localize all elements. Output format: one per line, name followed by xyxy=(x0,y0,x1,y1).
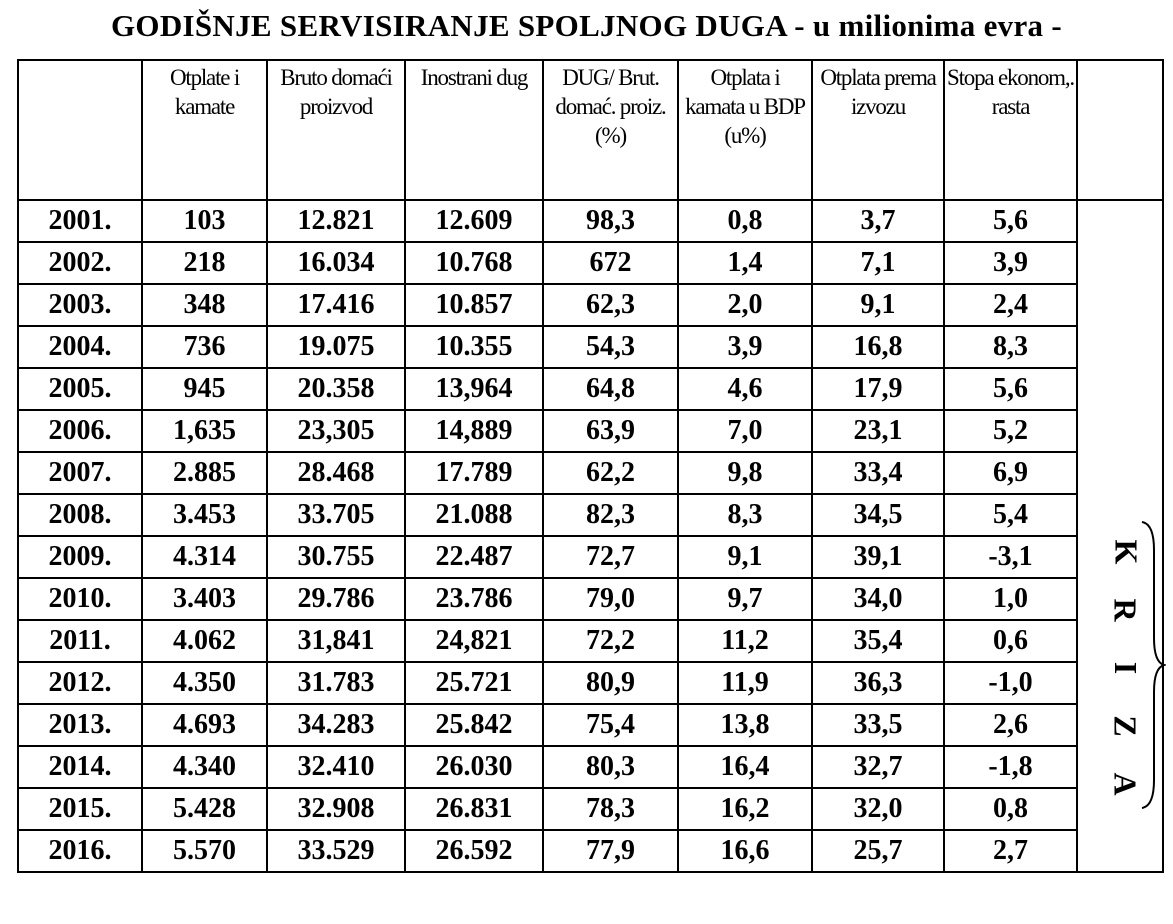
year-cell: 2006. xyxy=(18,410,142,452)
table-row xyxy=(18,830,1163,872)
cell-bdp: 31.783 xyxy=(267,662,405,704)
cell-dug: 12.609 xyxy=(405,200,543,242)
cell-otplata-bdp: 0,8 xyxy=(678,200,812,242)
spacer-cell xyxy=(1077,410,1163,452)
table-row xyxy=(18,368,1163,410)
spacer-cell xyxy=(1077,326,1163,368)
cell-dug: 14,889 xyxy=(405,410,543,452)
cell-otplate: 3.453 xyxy=(142,494,267,536)
cell-bdp: 28.468 xyxy=(267,452,405,494)
header-inostrani-dug: Inostrani dug xyxy=(405,60,543,200)
cell-dug-bdp: 80,9 xyxy=(543,662,678,704)
crisis-letter: Z xyxy=(1108,715,1144,737)
table-row xyxy=(18,494,1163,536)
crisis-label xyxy=(1108,523,1144,813)
cell-bdp: 12.821 xyxy=(267,200,405,242)
table-row xyxy=(18,452,1163,494)
table-row xyxy=(18,284,1163,326)
header-stopa-rasta: Stopa ekonom,. rasta xyxy=(944,60,1077,200)
year-cell: 2015. xyxy=(18,788,142,830)
cell-bdp: 16.034 xyxy=(267,242,405,284)
cell-izvoz: 3,7 xyxy=(812,200,944,242)
cell-dug-bdp: 72,7 xyxy=(543,536,678,578)
cell-bdp: 32.908 xyxy=(267,788,405,830)
year-cell: 2001. xyxy=(18,200,142,242)
cell-bdp: 20.358 xyxy=(267,368,405,410)
table-row xyxy=(18,578,1163,620)
cell-rast: 1,0 xyxy=(944,578,1077,620)
cell-otplate: 2.885 xyxy=(142,452,267,494)
cell-dug: 25.842 xyxy=(405,704,543,746)
cell-dug: 22.487 xyxy=(405,536,543,578)
crisis-brace xyxy=(1140,520,1166,810)
cell-bdp: 34.283 xyxy=(267,704,405,746)
header-otplata-u-bdp: Otplata i kamata u BDP (u%) xyxy=(678,60,812,200)
cell-rast: 5,6 xyxy=(944,368,1077,410)
cell-izvoz: 9,1 xyxy=(812,284,944,326)
cell-rast: 6,9 xyxy=(944,452,1077,494)
cell-rast: 5,6 xyxy=(944,200,1077,242)
crisis-letter: R xyxy=(1107,598,1144,622)
cell-izvoz: 34,5 xyxy=(812,494,944,536)
cell-izvoz: 33,5 xyxy=(812,704,944,746)
cell-dug: 26.030 xyxy=(405,746,543,788)
cell-rast: -3,1 xyxy=(944,536,1077,578)
crisis-letter: I xyxy=(1107,661,1144,675)
cell-dug-bdp: 64,8 xyxy=(543,368,678,410)
cell-izvoz: 36,3 xyxy=(812,662,944,704)
header-bruto-domaci-proizvod: Bruto domaći proizvod xyxy=(267,60,405,200)
cell-otplate: 348 xyxy=(142,284,267,326)
cell-bdp: 30.755 xyxy=(267,536,405,578)
header-blank xyxy=(1077,60,1163,200)
cell-otplate: 5.428 xyxy=(142,788,267,830)
table-row xyxy=(18,536,1163,578)
cell-rast: -1,0 xyxy=(944,662,1077,704)
cell-dug-bdp: 62,2 xyxy=(543,452,678,494)
cell-otplata-bdp: 2,0 xyxy=(678,284,812,326)
cell-otplate: 103 xyxy=(142,200,267,242)
year-cell: 2005. xyxy=(18,368,142,410)
cell-bdp: 33.705 xyxy=(267,494,405,536)
cell-otplata-bdp: 16,2 xyxy=(678,788,812,830)
year-cell: 2008. xyxy=(18,494,142,536)
cell-otplate: 1,635 xyxy=(142,410,267,452)
cell-dug-bdp: 62,3 xyxy=(543,284,678,326)
year-cell: 2016. xyxy=(18,830,142,872)
cell-dug: 25.721 xyxy=(405,662,543,704)
table-title: GODIŠNJE SERVISIRANJE SPOLJNOG DUGA - u milionima evra - xyxy=(111,8,1062,43)
cell-dug: 26.831 xyxy=(405,788,543,830)
cell-dug-bdp: 63,9 xyxy=(543,410,678,452)
table-row xyxy=(18,326,1163,368)
table-body xyxy=(18,200,1163,872)
cell-dug-bdp: 72,2 xyxy=(543,620,678,662)
cell-bdp: 23,305 xyxy=(267,410,405,452)
cell-dug: 24,821 xyxy=(405,620,543,662)
cell-rast: 3,9 xyxy=(944,242,1077,284)
debt-servicing-table xyxy=(17,59,1164,873)
cell-rast: 5,2 xyxy=(944,410,1077,452)
cell-dug: 26.592 xyxy=(405,830,543,872)
cell-izvoz: 7,1 xyxy=(812,242,944,284)
table-row xyxy=(18,620,1163,662)
spacer-cell xyxy=(1077,242,1163,284)
cell-bdp: 33.529 xyxy=(267,830,405,872)
cell-dug-bdp: 77,9 xyxy=(543,830,678,872)
cell-izvoz: 25,7 xyxy=(812,830,944,872)
cell-otplate: 945 xyxy=(142,368,267,410)
table-row xyxy=(18,704,1163,746)
cell-izvoz: 35,4 xyxy=(812,620,944,662)
cell-rast: 2,4 xyxy=(944,284,1077,326)
year-cell: 2002. xyxy=(18,242,142,284)
cell-dug-bdp: 98,3 xyxy=(543,200,678,242)
cell-rast: 0,8 xyxy=(944,788,1077,830)
cell-otplata-bdp: 7,0 xyxy=(678,410,812,452)
cell-bdp: 32.410 xyxy=(267,746,405,788)
cell-otplate: 4.062 xyxy=(142,620,267,662)
year-cell: 2007. xyxy=(18,452,142,494)
cell-dug: 13,964 xyxy=(405,368,543,410)
cell-otplate: 4.340 xyxy=(142,746,267,788)
cell-izvoz: 39,1 xyxy=(812,536,944,578)
year-cell: 2004. xyxy=(18,326,142,368)
cell-dug: 10.768 xyxy=(405,242,543,284)
header-dug-bdp: DUG/ Brut. domać. proiz. (%) xyxy=(543,60,678,200)
cell-otplate: 218 xyxy=(142,242,267,284)
cell-rast: 8,3 xyxy=(944,326,1077,368)
cell-dug-bdp: 80,3 xyxy=(543,746,678,788)
cell-dug: 21.088 xyxy=(405,494,543,536)
cell-izvoz: 17,9 xyxy=(812,368,944,410)
cell-izvoz: 32,7 xyxy=(812,746,944,788)
cell-dug: 23.786 xyxy=(405,578,543,620)
year-cell: 2012. xyxy=(18,662,142,704)
header-otplate-i-kamate: Otplate i kamate xyxy=(142,60,267,200)
table-row xyxy=(18,662,1163,704)
cell-otplate: 5.570 xyxy=(142,830,267,872)
cell-dug-bdp: 78,3 xyxy=(543,788,678,830)
year-cell: 2010. xyxy=(18,578,142,620)
year-cell: 2011. xyxy=(18,620,142,662)
cell-otplate: 736 xyxy=(142,326,267,368)
cell-izvoz: 16,8 xyxy=(812,326,944,368)
spacer-cell xyxy=(1077,830,1163,872)
cell-otplata-bdp: 9,1 xyxy=(678,536,812,578)
cell-dug-bdp: 54,3 xyxy=(543,326,678,368)
header-row xyxy=(18,60,1163,200)
cell-dug: 17.789 xyxy=(405,452,543,494)
cell-dug: 10.857 xyxy=(405,284,543,326)
cell-otplata-bdp: 9,8 xyxy=(678,452,812,494)
cell-otplata-bdp: 11,9 xyxy=(678,662,812,704)
crisis-letter: A xyxy=(1107,772,1144,796)
cell-otplata-bdp: 16,4 xyxy=(678,746,812,788)
table-row xyxy=(18,200,1163,242)
cell-otplate: 4.693 xyxy=(142,704,267,746)
cell-dug-bdp: 79,0 xyxy=(543,578,678,620)
table-row xyxy=(18,788,1163,830)
cell-dug-bdp: 672 xyxy=(543,242,678,284)
cell-otplata-bdp: 3,9 xyxy=(678,326,812,368)
cell-bdp: 29.786 xyxy=(267,578,405,620)
cell-dug-bdp: 75,4 xyxy=(543,704,678,746)
table-row xyxy=(18,410,1163,452)
cell-otplata-bdp: 11,2 xyxy=(678,620,812,662)
year-cell: 2014. xyxy=(18,746,142,788)
cell-otplate: 4.314 xyxy=(142,536,267,578)
year-cell: 2009. xyxy=(18,536,142,578)
table-row xyxy=(18,746,1163,788)
cell-otplata-bdp: 1,4 xyxy=(678,242,812,284)
year-cell: 2013. xyxy=(18,704,142,746)
cell-dug: 10.355 xyxy=(405,326,543,368)
cell-rast: 2,7 xyxy=(944,830,1077,872)
crisis-letter: K xyxy=(1107,539,1144,565)
table-row xyxy=(18,242,1163,284)
cell-izvoz: 32,0 xyxy=(812,788,944,830)
header-year xyxy=(18,60,142,200)
year-cell: 2003. xyxy=(18,284,142,326)
cell-otplata-bdp: 8,3 xyxy=(678,494,812,536)
cell-rast: -1,8 xyxy=(944,746,1077,788)
cell-rast: 2,6 xyxy=(944,704,1077,746)
spacer-cell xyxy=(1077,284,1163,326)
cell-rast: 5,4 xyxy=(944,494,1077,536)
spacer-cell xyxy=(1077,200,1163,242)
header-otplata-prema-izvozu: Otplata prema izvozu xyxy=(812,60,944,200)
cell-bdp: 19.075 xyxy=(267,326,405,368)
cell-otplata-bdp: 9,7 xyxy=(678,578,812,620)
cell-bdp: 31,841 xyxy=(267,620,405,662)
cell-otplata-bdp: 4,6 xyxy=(678,368,812,410)
cell-otplata-bdp: 13,8 xyxy=(678,704,812,746)
cell-bdp: 17.416 xyxy=(267,284,405,326)
spacer-cell xyxy=(1077,368,1163,410)
cell-otplata-bdp: 16,6 xyxy=(678,830,812,872)
cell-izvoz: 23,1 xyxy=(812,410,944,452)
cell-izvoz: 34,0 xyxy=(812,578,944,620)
spacer-cell xyxy=(1077,452,1163,494)
cell-otplate: 3.403 xyxy=(142,578,267,620)
cell-rast: 0,6 xyxy=(944,620,1077,662)
cell-dug-bdp: 82,3 xyxy=(543,494,678,536)
cell-otplate: 4.350 xyxy=(142,662,267,704)
cell-izvoz: 33,4 xyxy=(812,452,944,494)
